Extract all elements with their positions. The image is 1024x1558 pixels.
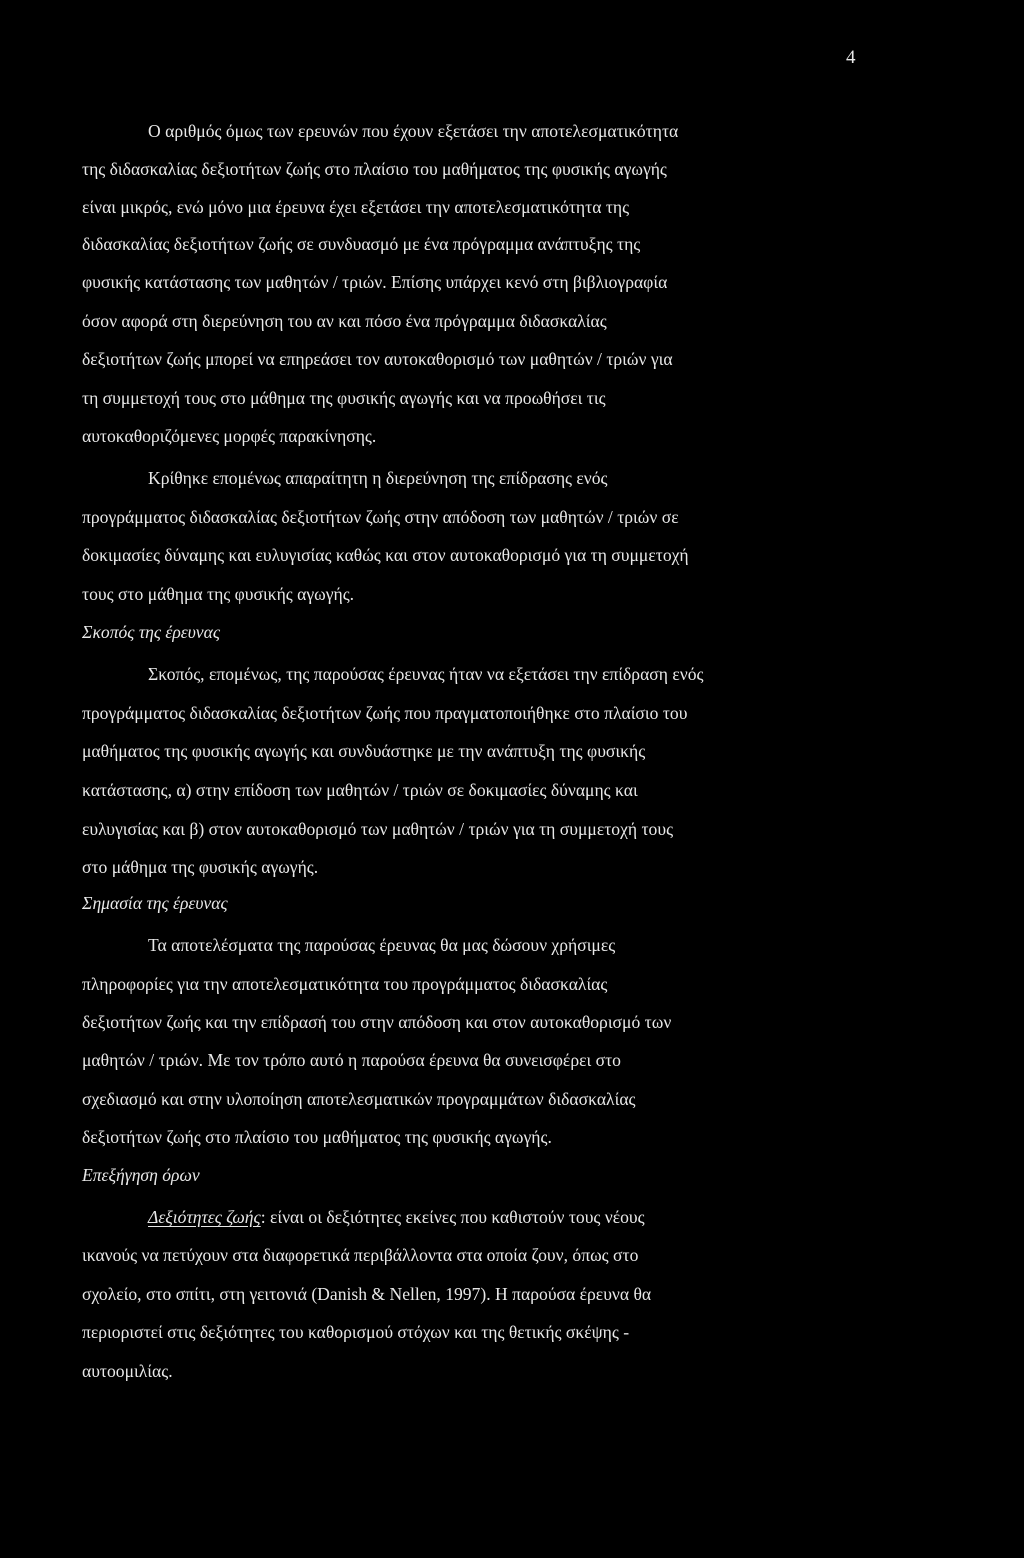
section-heading-significance: Σημασία της έρευνας — [82, 893, 228, 913]
significance-line-4: μαθητών / τριών. Με τον τρόπο αυτό η παρούσα έρευνα θα συνεισφέρει στο — [82, 1050, 621, 1070]
paragraph-1-line-8: τη συμμετοχή τους στο μάθημα της φυσικής αγωγής και να προωθήσει τις — [82, 388, 606, 408]
aim-line-4: κατάστασης, α) στην επίδοση των μαθητών / τριών σε δοκιμασίες δύναμης και — [82, 780, 638, 800]
aim-line-5: ευλυγισίας και β) στον αυτοκαθορισμό των μαθητών / τριών για τη συμμετοχή τους — [82, 819, 674, 839]
paragraph-1-line-9: αυτοκαθοριζόμενες μορφές παρακίνησης. — [82, 426, 377, 446]
significance-line-1: Τα αποτελέσματα της παρούσας έρευνας θα μας δώσουν χρήσιμες — [148, 935, 616, 955]
paragraph-1-line-6: όσον αφορά στη διερεύνηση του αν και πόσο ένα πρόγραμμα διδασκαλίας — [82, 311, 607, 331]
paragraph-1-line-7: δεξιοτήτων ζωής μπορεί να επηρεάσει τον αυτοκαθορισμό των μαθητών / τριών για — [82, 349, 673, 369]
aim-line-3: μαθήματος της φυσικής αγωγής και συνδυάστηκε με την ανάπτυξη της φυσικής — [82, 741, 646, 761]
significance-line-2: πληροφορίες για την αποτελεσματικότητα του προγράμματος διδασκαλίας — [82, 974, 608, 994]
paragraph-2-line-1: Κρίθηκε επομένως απαραίτητη η διερεύνηση της επίδρασης ενός — [148, 468, 608, 488]
paragraph-1-line-4: διδασκαλίας δεξιοτήτων ζωής σε συνδυασμό με ένα πρόγραμμα ανάπτυξης της — [82, 234, 641, 254]
terms-line-5: αυτοομιλίας. — [82, 1361, 173, 1381]
paragraph-1-line-3: είναι μικρός, ενώ μόνο μια έρευνα έχει εξετάσει την αποτελεσματικότητα της — [82, 197, 630, 217]
section-heading-terms: Επεξήγηση όρων — [82, 1165, 200, 1185]
significance-line-5: σχεδιασμό και στην υλοποίηση αποτελεσματικών προγραμμάτων διδασκαλίας — [82, 1089, 636, 1109]
aim-line-1: Σκοπός, επομένως, της παρούσας έρευνας ήταν να εξετάσει την επίδραση ενός — [148, 664, 704, 684]
paragraph-2-line-4: τους στο μάθημα της φυσικής αγωγής. — [82, 584, 355, 604]
terms-line-3: σχολείο, στο σπίτι, στη γειτονιά (Danish & Nellen, 1997). Η παρούσα έρευνα θα — [82, 1284, 652, 1304]
significance-line-6: δεξιοτήτων ζωής στο πλαίσιο του μαθήματος της φυσικής αγωγής. — [82, 1127, 552, 1147]
terms-line-2: ικανούς να πετύχουν στα διαφορετικά περιβάλλοντα στα οποία ζουν, όπως στο — [82, 1245, 639, 1265]
paragraph-1-line-5: φυσικής κατάστασης των μαθητών / τριών. Επίσης υπάρχει κενό στη βιβλιογραφία — [82, 272, 668, 292]
term-life-skills: Δεξιότητες ζωής — [148, 1207, 261, 1227]
aim-line-2: προγράμματος διδασκαλίας δεξιοτήτων ζωής που πραγματοποιήθηκε στο πλαίσιο του — [82, 703, 688, 723]
paragraph-2-line-2: προγράμματος διδασκαλίας δεξιοτήτων ζωής στην απόδοση των μαθητών / τριών σε — [82, 507, 679, 527]
significance-line-3: δεξιοτήτων ζωής και την επίδρασή του στην απόδοση και στον αυτοκαθορισμό των — [82, 1012, 672, 1032]
term-definition-start: : είναι οι δεξιότητες εκείνες που καθιστούν τους νέους — [260, 1207, 645, 1227]
paragraph-2-line-3: δοκιμασίες δύναμης και ευλυγισίας καθώς και στον αυτοκαθορισμό για τη συμμετοχή — [82, 545, 689, 565]
section-heading-aim: Σκοπός της έρευνας — [82, 622, 220, 642]
page-number: 4 — [846, 47, 856, 68]
paragraph-1-line-1: Ο αριθμός όμως των ερευνών που έχουν εξετάσει την αποτελεσματικότητα — [148, 121, 679, 141]
paragraph-1-line-2: της διδασκαλίας δεξιοτήτων ζωής στο πλαίσιο του μαθήματος της φυσικής αγωγής — [82, 159, 667, 179]
terms-line-1 — [148, 1205, 645, 1229]
aim-line-6: στο μάθημα της φυσικής αγωγής. — [82, 857, 319, 877]
terms-line-4: περιοριστεί στις δεξιότητες του καθορισμού στόχων και της θετικής σκέψης - — [82, 1322, 630, 1342]
